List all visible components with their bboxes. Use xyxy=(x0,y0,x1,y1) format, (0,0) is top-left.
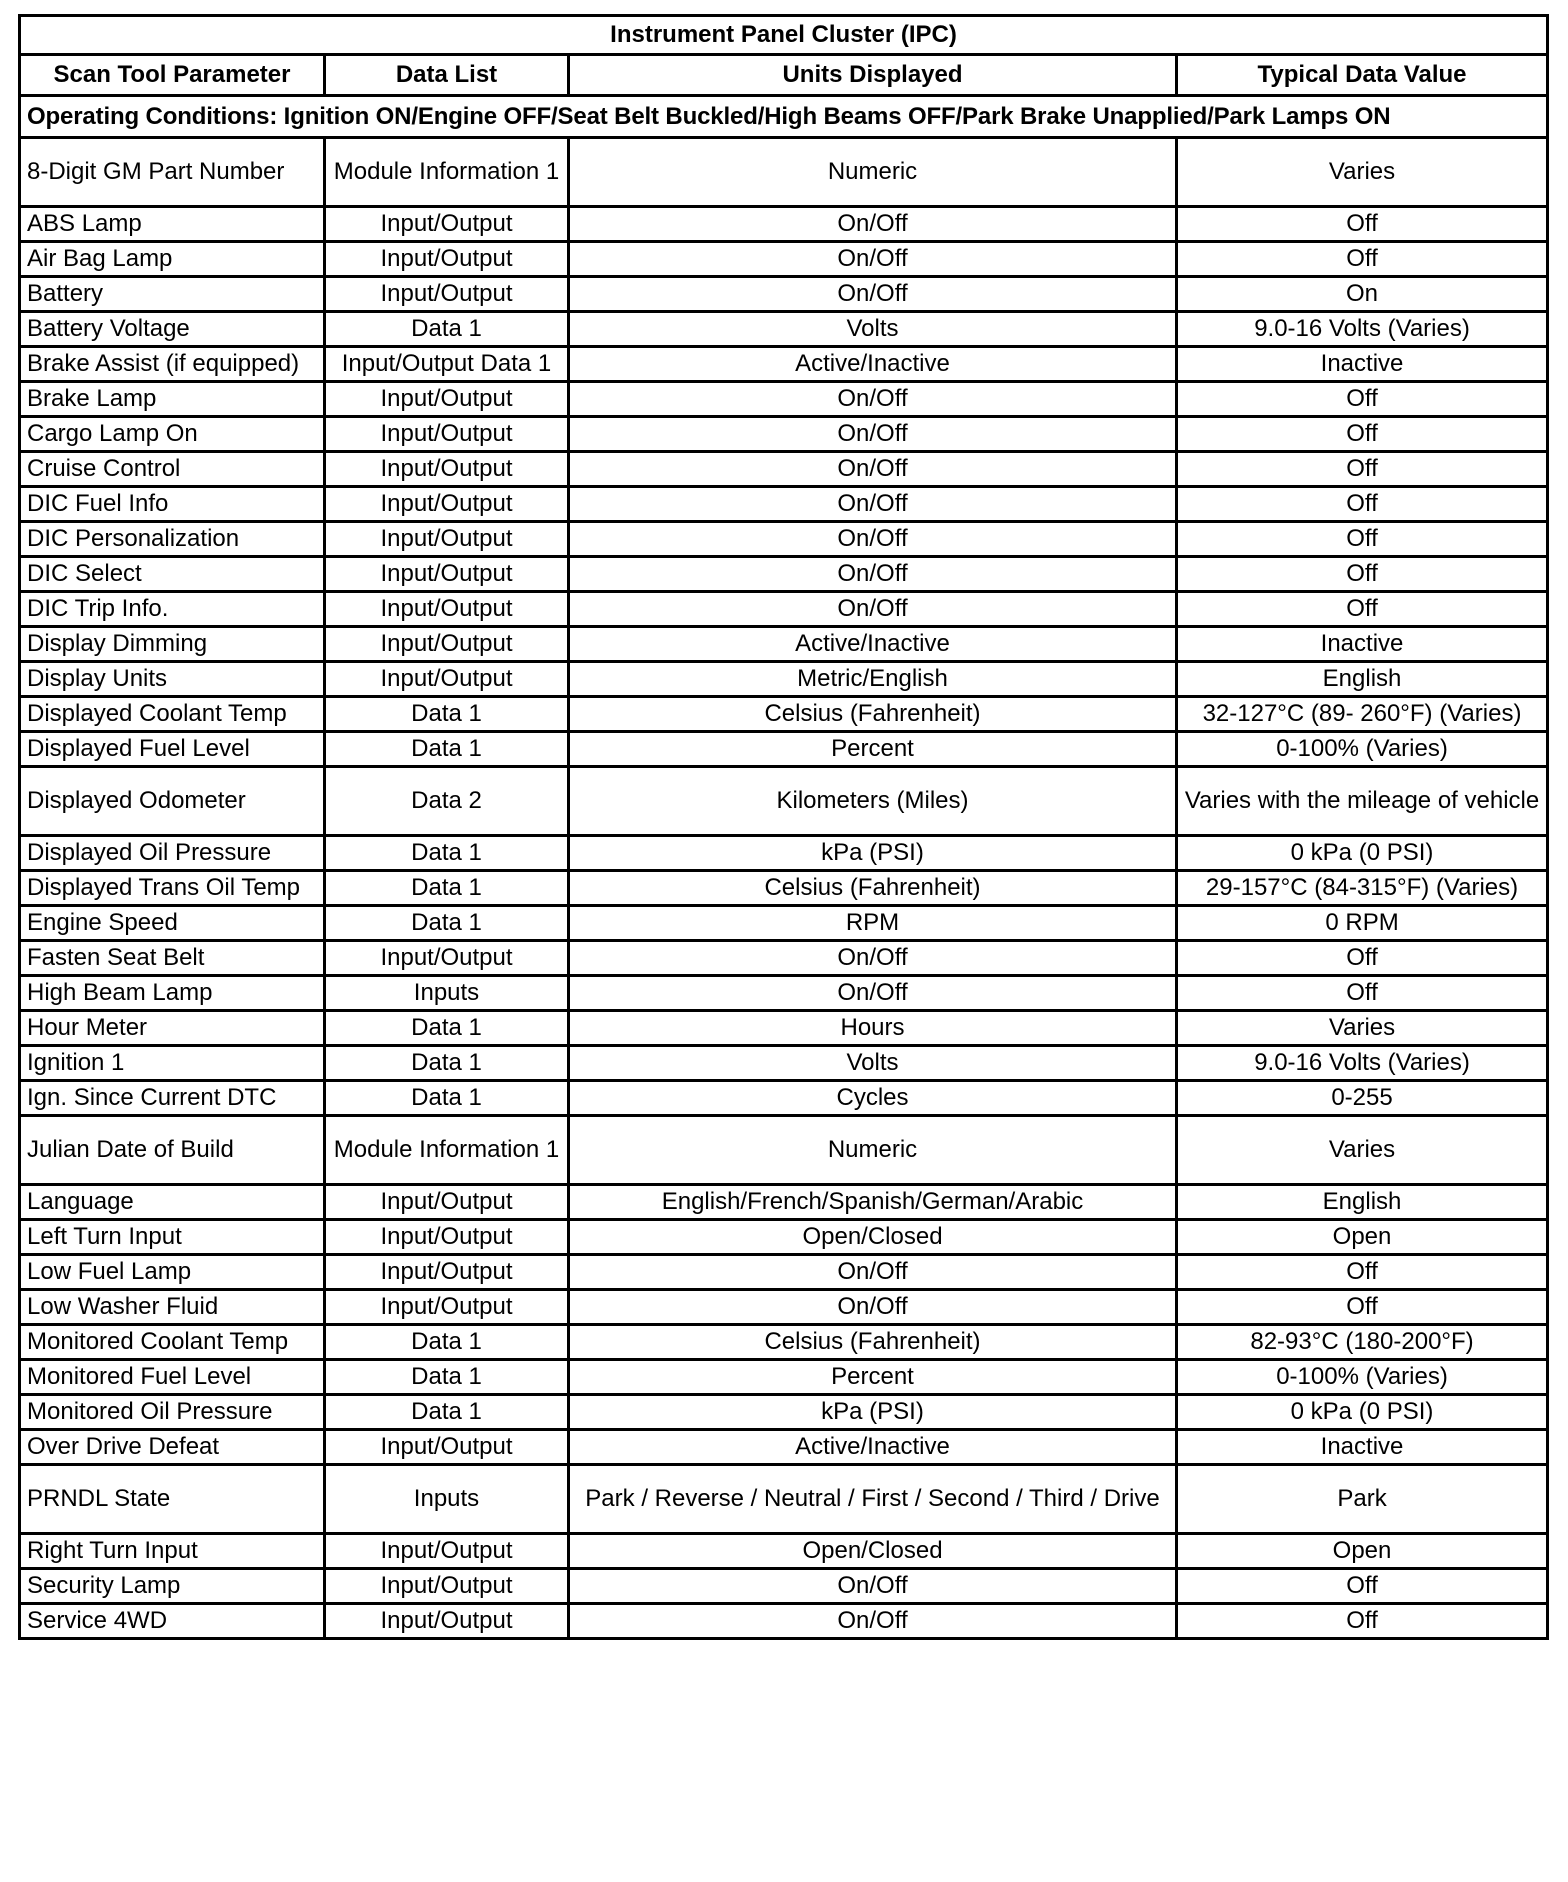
cell-data-list: Module Information 1 xyxy=(325,138,569,207)
cell-scan-tool-parameter: DIC Trip Info. xyxy=(20,592,325,627)
cell-typical-data-value: Park xyxy=(1177,1465,1548,1534)
cell-scan-tool-parameter: Battery xyxy=(20,277,325,312)
cell-data-list: Input/Output xyxy=(325,207,569,242)
cell-typical-data-value: 0-100% (Varies) xyxy=(1177,1360,1548,1395)
cell-units-displayed: Volts xyxy=(569,312,1177,347)
cell-data-list: Input/Output xyxy=(325,487,569,522)
cell-units-displayed: On/Off xyxy=(569,487,1177,522)
table-row xyxy=(20,1185,1548,1220)
table-row xyxy=(20,767,1548,836)
table-row xyxy=(20,1430,1548,1465)
cell-units-displayed: On/Off xyxy=(569,522,1177,557)
cell-units-displayed: Park / Reverse / Neutral / First / Second / Third / Drive xyxy=(569,1465,1177,1534)
cell-typical-data-value: 82-93°C (180-200°F) xyxy=(1177,1325,1548,1360)
cell-typical-data-value: 32-127°C (89- 260°F) (Varies) xyxy=(1177,697,1548,732)
table-row xyxy=(20,871,1548,906)
cell-data-list: Data 1 xyxy=(325,1081,569,1116)
cell-typical-data-value: Inactive xyxy=(1177,1430,1548,1465)
cell-scan-tool-parameter: Hour Meter xyxy=(20,1011,325,1046)
cell-typical-data-value: English xyxy=(1177,662,1548,697)
table-row xyxy=(20,1465,1548,1534)
cell-data-list: Data 1 xyxy=(325,697,569,732)
cell-units-displayed: Cycles xyxy=(569,1081,1177,1116)
table-row xyxy=(20,906,1548,941)
cell-scan-tool-parameter: High Beam Lamp xyxy=(20,976,325,1011)
cell-typical-data-value: English xyxy=(1177,1185,1548,1220)
cell-typical-data-value: Off xyxy=(1177,1255,1548,1290)
table-row xyxy=(20,242,1548,277)
cell-typical-data-value: Off xyxy=(1177,592,1548,627)
table-row xyxy=(20,1534,1548,1569)
cell-scan-tool-parameter: Security Lamp xyxy=(20,1569,325,1604)
cell-scan-tool-parameter: Monitored Coolant Temp xyxy=(20,1325,325,1360)
table-row xyxy=(20,836,1548,871)
table-row xyxy=(20,522,1548,557)
cell-units-displayed: Numeric xyxy=(569,138,1177,207)
cell-typical-data-value: Open xyxy=(1177,1220,1548,1255)
table-row xyxy=(20,347,1548,382)
cell-data-list: Data 1 xyxy=(325,1360,569,1395)
table-row xyxy=(20,1220,1548,1255)
cell-units-displayed: RPM xyxy=(569,906,1177,941)
table-row xyxy=(20,312,1548,347)
table-row xyxy=(20,1011,1548,1046)
cell-data-list: Data 1 xyxy=(325,1395,569,1430)
cell-units-displayed: Numeric xyxy=(569,1116,1177,1185)
cell-units-displayed: kPa (PSI) xyxy=(569,836,1177,871)
cell-units-displayed: On/Off xyxy=(569,417,1177,452)
cell-data-list: Input/Output xyxy=(325,592,569,627)
cell-data-list: Input/Output xyxy=(325,627,569,662)
cell-data-list: Input/Output xyxy=(325,1220,569,1255)
table-row xyxy=(20,138,1548,207)
cell-data-list: Input/Output xyxy=(325,522,569,557)
header-typical-data-value: Typical Data Value xyxy=(1177,55,1548,96)
cell-scan-tool-parameter: Displayed Oil Pressure xyxy=(20,836,325,871)
table-row xyxy=(20,1116,1548,1185)
table-row xyxy=(20,697,1548,732)
cell-data-list: Input/Output xyxy=(325,1255,569,1290)
cell-units-displayed: Hours xyxy=(569,1011,1177,1046)
cell-typical-data-value: 9.0-16 Volts (Varies) xyxy=(1177,312,1548,347)
cell-units-displayed: On/Off xyxy=(569,242,1177,277)
table-row xyxy=(20,487,1548,522)
cell-typical-data-value: Off xyxy=(1177,417,1548,452)
table-row xyxy=(20,662,1548,697)
cell-scan-tool-parameter: Displayed Odometer xyxy=(20,767,325,836)
cell-scan-tool-parameter: Fasten Seat Belt xyxy=(20,941,325,976)
cell-scan-tool-parameter: ABS Lamp xyxy=(20,207,325,242)
cell-units-displayed: On/Off xyxy=(569,1290,1177,1325)
cell-scan-tool-parameter: Low Washer Fluid xyxy=(20,1290,325,1325)
cell-data-list: Data 1 xyxy=(325,906,569,941)
cell-scan-tool-parameter: PRNDL State xyxy=(20,1465,325,1534)
table-row xyxy=(20,417,1548,452)
cell-typical-data-value: Varies xyxy=(1177,1116,1548,1185)
cell-scan-tool-parameter: Air Bag Lamp xyxy=(20,242,325,277)
cell-scan-tool-parameter: Ignition 1 xyxy=(20,1046,325,1081)
cell-units-displayed: Open/Closed xyxy=(569,1534,1177,1569)
cell-typical-data-value: Off xyxy=(1177,1569,1548,1604)
cell-data-list: Input/Output xyxy=(325,1430,569,1465)
cell-scan-tool-parameter: Monitored Oil Pressure xyxy=(20,1395,325,1430)
table-row xyxy=(20,452,1548,487)
cell-data-list: Data 1 xyxy=(325,1011,569,1046)
table-row xyxy=(20,1046,1548,1081)
cell-data-list: Inputs xyxy=(325,976,569,1011)
cell-scan-tool-parameter: Over Drive Defeat xyxy=(20,1430,325,1465)
cell-scan-tool-parameter: Displayed Fuel Level xyxy=(20,732,325,767)
cell-units-displayed: Active/Inactive xyxy=(569,1430,1177,1465)
cell-data-list: Data 1 xyxy=(325,836,569,871)
cell-data-list: Data 1 xyxy=(325,312,569,347)
cell-typical-data-value: Inactive xyxy=(1177,627,1548,662)
cell-data-list: Input/Output xyxy=(325,417,569,452)
cell-scan-tool-parameter: Language xyxy=(20,1185,325,1220)
cell-data-list: Data 2 xyxy=(325,767,569,836)
cell-scan-tool-parameter: DIC Fuel Info xyxy=(20,487,325,522)
header-units-displayed: Units Displayed xyxy=(569,55,1177,96)
header-scan-tool-parameter: Scan Tool Parameter xyxy=(20,55,325,96)
cell-units-displayed: Percent xyxy=(569,1360,1177,1395)
cell-data-list: Input/Output xyxy=(325,1185,569,1220)
cell-units-displayed: On/Off xyxy=(569,382,1177,417)
cell-units-displayed: On/Off xyxy=(569,207,1177,242)
cell-typical-data-value: 29-157°C (84-315°F) (Varies) xyxy=(1177,871,1548,906)
cell-scan-tool-parameter: Display Dimming xyxy=(20,627,325,662)
cell-scan-tool-parameter: Brake Assist (if equipped) xyxy=(20,347,325,382)
cell-scan-tool-parameter: Left Turn Input xyxy=(20,1220,325,1255)
cell-typical-data-value: Inactive xyxy=(1177,347,1548,382)
cell-units-displayed: On/Off xyxy=(569,557,1177,592)
cell-data-list: Input/Output xyxy=(325,1604,569,1639)
cell-typical-data-value: 0-100% (Varies) xyxy=(1177,732,1548,767)
cell-data-list: Input/Output xyxy=(325,1569,569,1604)
cell-typical-data-value: On xyxy=(1177,277,1548,312)
table-body xyxy=(20,138,1548,1639)
cell-scan-tool-parameter: Battery Voltage xyxy=(20,312,325,347)
cell-units-displayed: Active/Inactive xyxy=(569,347,1177,382)
cell-units-displayed: Metric/English xyxy=(569,662,1177,697)
cell-typical-data-value: 0-255 xyxy=(1177,1081,1548,1116)
cell-typical-data-value: Off xyxy=(1177,1604,1548,1639)
cell-typical-data-value: Off xyxy=(1177,207,1548,242)
cell-units-displayed: On/Off xyxy=(569,1604,1177,1639)
cell-typical-data-value: Off xyxy=(1177,522,1548,557)
cell-scan-tool-parameter: Julian Date of Build xyxy=(20,1116,325,1185)
cell-units-displayed: On/Off xyxy=(569,277,1177,312)
cell-units-displayed: Active/Inactive xyxy=(569,627,1177,662)
cell-typical-data-value: Off xyxy=(1177,382,1548,417)
cell-units-displayed: Celsius (Fahrenheit) xyxy=(569,1325,1177,1360)
cell-data-list: Data 1 xyxy=(325,871,569,906)
cell-data-list: Input/Output Data 1 xyxy=(325,347,569,382)
header-data-list: Data List xyxy=(325,55,569,96)
cell-scan-tool-parameter: DIC Personalization xyxy=(20,522,325,557)
table-row xyxy=(20,207,1548,242)
table-header-row xyxy=(20,55,1548,96)
cell-scan-tool-parameter: Cargo Lamp On xyxy=(20,417,325,452)
cell-units-displayed: Celsius (Fahrenheit) xyxy=(569,697,1177,732)
cell-units-displayed: On/Off xyxy=(569,1569,1177,1604)
cell-units-displayed: Open/Closed xyxy=(569,1220,1177,1255)
cell-scan-tool-parameter: Monitored Fuel Level xyxy=(20,1360,325,1395)
table-row xyxy=(20,382,1548,417)
cell-data-list: Input/Output xyxy=(325,382,569,417)
table-row xyxy=(20,1290,1548,1325)
table-row xyxy=(20,1081,1548,1116)
cell-data-list: Input/Output xyxy=(325,662,569,697)
table-row xyxy=(20,1395,1548,1430)
ipc-data-table xyxy=(18,14,1549,1640)
cell-scan-tool-parameter: Displayed Trans Oil Temp xyxy=(20,871,325,906)
cell-units-displayed: English/French/Spanish/German/Arabic xyxy=(569,1185,1177,1220)
cell-typical-data-value: Varies xyxy=(1177,1011,1548,1046)
table-title-row xyxy=(20,16,1548,55)
cell-typical-data-value: Open xyxy=(1177,1534,1548,1569)
cell-scan-tool-parameter: Displayed Coolant Temp xyxy=(20,697,325,732)
cell-scan-tool-parameter: Brake Lamp xyxy=(20,382,325,417)
cell-data-list: Input/Output xyxy=(325,1290,569,1325)
table-row xyxy=(20,976,1548,1011)
table-row xyxy=(20,627,1548,662)
cell-units-displayed: On/Off xyxy=(569,1255,1177,1290)
operating-conditions: Operating Conditions: Ignition ON/Engine OFF/Seat Belt Buckled/High Beams OFF/Park Brake Unapplied/Park Lamps ON xyxy=(20,96,1548,138)
cell-scan-tool-parameter: 8-Digit GM Part Number xyxy=(20,138,325,207)
cell-typical-data-value: Off xyxy=(1177,242,1548,277)
cell-units-displayed: kPa (PSI) xyxy=(569,1395,1177,1430)
cell-scan-tool-parameter: Cruise Control xyxy=(20,452,325,487)
cell-typical-data-value: Off xyxy=(1177,941,1548,976)
cell-typical-data-value: Off xyxy=(1177,452,1548,487)
table-row xyxy=(20,1604,1548,1639)
cell-data-list: Data 1 xyxy=(325,1046,569,1081)
cell-data-list: Input/Output xyxy=(325,452,569,487)
cell-scan-tool-parameter: Ign. Since Current DTC xyxy=(20,1081,325,1116)
operating-conditions-row xyxy=(20,96,1548,138)
cell-typical-data-value: Off xyxy=(1177,557,1548,592)
cell-data-list: Data 1 xyxy=(325,732,569,767)
cell-scan-tool-parameter: Service 4WD xyxy=(20,1604,325,1639)
cell-typical-data-value: 0 kPa (0 PSI) xyxy=(1177,1395,1548,1430)
table-row xyxy=(20,277,1548,312)
cell-data-list: Data 1 xyxy=(325,1325,569,1360)
cell-data-list: Input/Output xyxy=(325,1534,569,1569)
table-title: Instrument Panel Cluster (IPC) xyxy=(20,16,1548,55)
cell-units-displayed: On/Off xyxy=(569,941,1177,976)
cell-data-list: Input/Output xyxy=(325,277,569,312)
cell-typical-data-value: 0 RPM xyxy=(1177,906,1548,941)
ipc-data-table-container xyxy=(18,14,1546,1640)
cell-units-displayed: On/Off xyxy=(569,452,1177,487)
cell-units-displayed: Percent xyxy=(569,732,1177,767)
cell-typical-data-value: 0 kPa (0 PSI) xyxy=(1177,836,1548,871)
table-row xyxy=(20,1569,1548,1604)
table-row xyxy=(20,1325,1548,1360)
table-row xyxy=(20,941,1548,976)
cell-scan-tool-parameter: Right Turn Input xyxy=(20,1534,325,1569)
table-row xyxy=(20,1255,1548,1290)
cell-typical-data-value: Off xyxy=(1177,1290,1548,1325)
cell-scan-tool-parameter: DIC Select xyxy=(20,557,325,592)
cell-data-list: Input/Output xyxy=(325,941,569,976)
cell-units-displayed: Kilometers (Miles) xyxy=(569,767,1177,836)
cell-scan-tool-parameter: Display Units xyxy=(20,662,325,697)
cell-units-displayed: Celsius (Fahrenheit) xyxy=(569,871,1177,906)
cell-typical-data-value: Varies with the mileage of vehicle xyxy=(1177,767,1548,836)
table-row xyxy=(20,557,1548,592)
cell-scan-tool-parameter: Low Fuel Lamp xyxy=(20,1255,325,1290)
table-row xyxy=(20,732,1548,767)
cell-units-displayed: On/Off xyxy=(569,976,1177,1011)
cell-typical-data-value: Off xyxy=(1177,487,1548,522)
cell-typical-data-value: 9.0-16 Volts (Varies) xyxy=(1177,1046,1548,1081)
cell-data-list: Input/Output xyxy=(325,557,569,592)
cell-units-displayed: On/Off xyxy=(569,592,1177,627)
cell-data-list: Inputs xyxy=(325,1465,569,1534)
table-row xyxy=(20,592,1548,627)
cell-typical-data-value: Off xyxy=(1177,976,1548,1011)
cell-units-displayed: Volts xyxy=(569,1046,1177,1081)
cell-data-list: Module Information 1 xyxy=(325,1116,569,1185)
cell-data-list: Input/Output xyxy=(325,242,569,277)
table-row xyxy=(20,1360,1548,1395)
cell-scan-tool-parameter: Engine Speed xyxy=(20,906,325,941)
cell-typical-data-value: Varies xyxy=(1177,138,1548,207)
